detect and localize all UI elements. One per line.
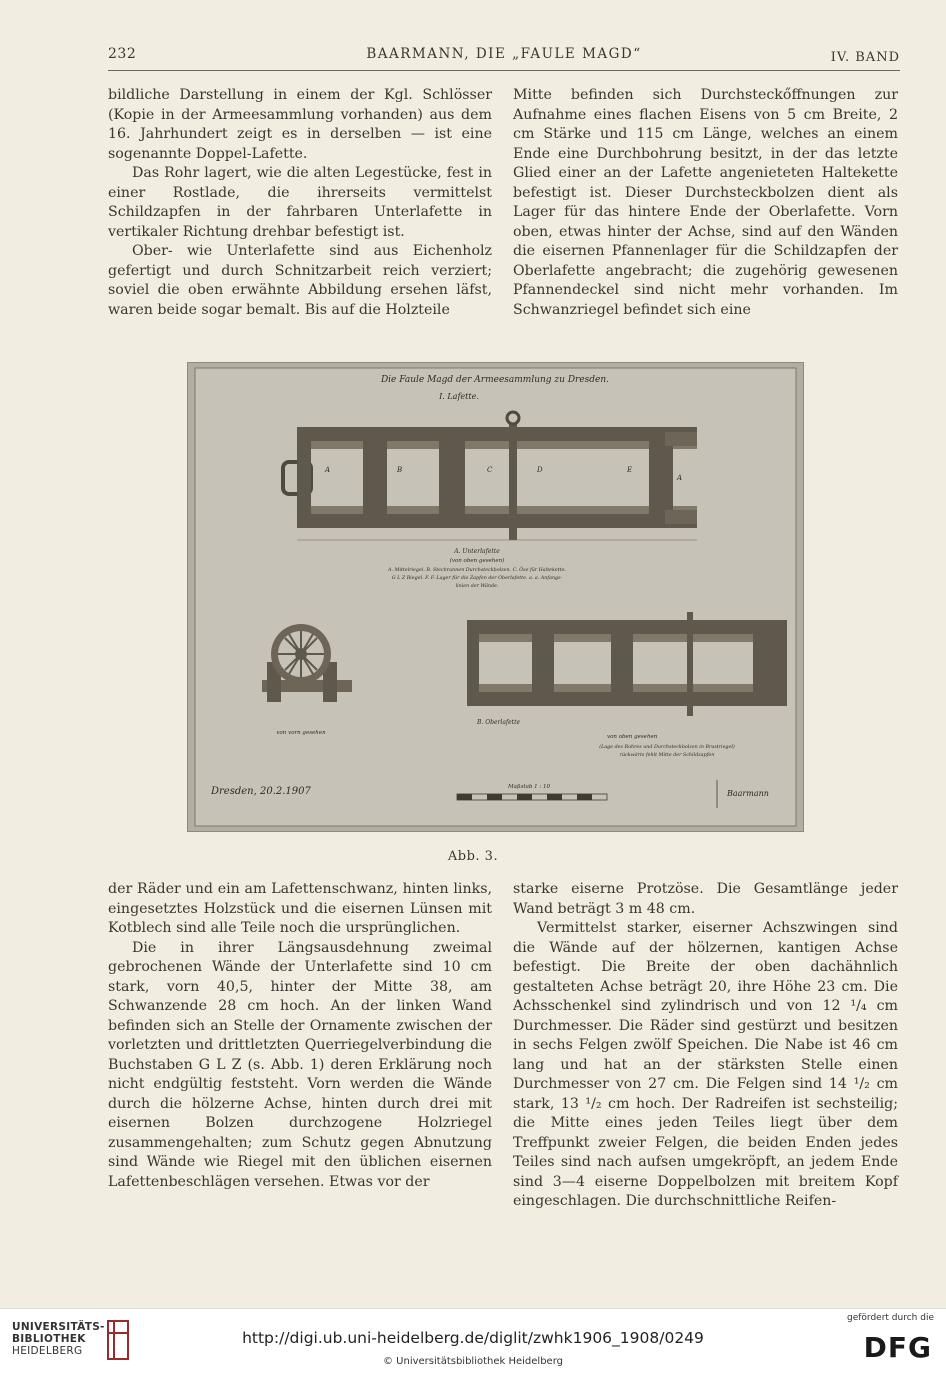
technical-drawing bbox=[187, 362, 804, 832]
oberlafette-view: von oben gesehen bbox=[607, 734, 658, 740]
left-column-top bbox=[108, 86, 492, 320]
right-column-bottom bbox=[513, 880, 898, 1212]
funded-by: gefördert durch die bbox=[847, 1313, 934, 1323]
running-title: BAARMANN, DIE „FAULE MAGD“ bbox=[366, 46, 642, 62]
right-column-top bbox=[513, 86, 898, 320]
ober-front bbox=[753, 620, 787, 706]
legend-line: A. Mittelriegel. B. Stechrunnen Durchsteckbolzen. C. Öse für Haltekette. bbox=[388, 568, 566, 573]
permalink[interactable]: http://digi.ub.uni-heidelberg.de/diglit/zwhk1906_1908/0249 bbox=[242, 1329, 704, 1347]
letter-label: D bbox=[537, 466, 543, 474]
wheel-caption: von vorn gesehen bbox=[276, 730, 326, 736]
letter-label: A bbox=[677, 474, 683, 482]
place-date: Dresden, 20.2.1907 bbox=[211, 786, 311, 797]
oberlafette-note: (Lage des Rohres und Durchsteckbolzen in Brustriegel) bbox=[599, 745, 735, 750]
oberlafette-label: B. Oberlafette bbox=[477, 719, 521, 726]
letter-label: B bbox=[397, 466, 403, 474]
library-name-line: HEIDELBERG bbox=[12, 1345, 83, 1357]
paragraph: Das Rohr lagert, wie die alten Legestücke, fest in einer Rostlade, die ihrerseits vermittelst Schildzapfen in der fahrbaren Unterlafette in vertikaler Richtung drehbar befestigt ist. bbox=[108, 165, 492, 240]
paragraph: Mitte befinden sich Durchsteckőffnungen zur Aufnahme eines flachen Eisens von 5 cm Breite, 2 cm Stärke und 115 cm Länge, welches an einem Ende eine Durchbohrung besitzt, in der das letzte Glied einer an der Lafette angenieteten Haltekette befestigt ist. Dieser Durchsteckbolzen dient als Lager für das hintere Ende der Oberlafette. Vorn oben, etwas hinter der Achse, sind auf den Wänden die eisernen Pfannenlager für die Schildzapfen der Oberlafette angebracht; die zugehörig gewesenen Pfannendeckel sind nicht mehr vorhanden. Im Schwanzriegel befindet sich eine bbox=[513, 87, 898, 318]
page-number: 232 bbox=[108, 46, 137, 62]
ober-transom bbox=[532, 620, 554, 706]
tail-transom bbox=[297, 427, 311, 528]
legend-unter: A. Unterlafette bbox=[454, 548, 500, 555]
letter-label: A bbox=[325, 466, 331, 474]
library-name-line: BIBLIOTHEK bbox=[12, 1333, 86, 1345]
transom bbox=[363, 427, 387, 528]
library-name-line: UNIVERSITÄTS- bbox=[12, 1321, 105, 1333]
letter-label: E bbox=[627, 466, 633, 474]
paragraph: Vermittelst starker, eiserner Achszwingen sind die Wände auf der hölzernen, kantigen Achse befestigt. Die Breite der oben dachähnlich gestalteten Achse beträgt 20, ihre Höhe 23 cm. Die Achsschenkel sind zylindrisch und von 12 ¹/₄ cm Durchmesser. Die Räder sind gestürzt und besitzen in sechs Felgen zwölf Speichen. Die Nabe ist 46 cm lang und hat an der stärksten Stelle einen Durchmesser von 27 cm. Die Felgen sind 14 ¹/₂ cm stark, 13 ¹/₂ cm hoch. Der Radreifen ist sechsteilig; die Mitte eines jeden Teiles liegt über dem Treffpunkt zweier Felgen, die beiden Enden jedes Teiles sind nach aufsen umgekröpft, an jedem Ende sind 3—4 eiserne Doppelbolzen mit breitem Kopf eingeschlagen. Die durchschnittliche Reifen- bbox=[513, 920, 898, 1209]
left-column-bottom bbox=[108, 880, 492, 1192]
drawing-title: Die Faule Magd der Armeesammlung zu Dresden. bbox=[380, 375, 610, 385]
ober-end bbox=[467, 620, 479, 706]
paragraph: Die in ihrer Längsausdehnung zweimal gebrochenen Wände der Unterlafette sind 10 cm stark, vorn 40,5, hinter der Mitte 38, am Schwanzende 28 cm hoch. An der linken Wand befinden sich an Stelle der Ornamente zwischen der vorletzten und drittletzten Querriegelverbindung die Buchstaben G L Z (s. Abb. 1) deren Erklärung noch nicht endgültig feststeht. Vorn werden die Wände durch die hölzerne Achse, hinten durch drei mit eisernen Bolzen durchzogene Holzriegel zusammengehalten; zum Schutz gegen Abnutzung sind Wände wie Riegel mit den üblichen eisernen Lafettenbeschlägen versehen. Etwas vor der bbox=[108, 939, 492, 1190]
figure-caption: Abb. 3. bbox=[447, 849, 499, 864]
letter-label: C bbox=[487, 466, 493, 474]
signature: Baarmann bbox=[727, 789, 769, 798]
running-header bbox=[108, 46, 900, 71]
upper-wall bbox=[297, 427, 697, 441]
paragraph: der Räder und ein am Lafettenschwanz, hinten links, eingesetztes Holzstück und die eisernen Lünsen mit Kotblech sind alle Teile noch die ursprünglichen. bbox=[108, 881, 492, 936]
copyright: © Universitätsbibliothek Heidelberg bbox=[382, 1356, 563, 1367]
transom bbox=[439, 427, 465, 528]
viewer-footer bbox=[0, 1308, 946, 1379]
ober-transom bbox=[611, 620, 633, 706]
axle-end bbox=[665, 510, 697, 524]
chain-eye bbox=[507, 412, 519, 424]
paragraph: bildliche Darstellung in einem der Kgl. Schlösser (Kopie in der Armeesammlung vorhanden) aus dem 16. Jahrhundert zeigt es in derselben — ist eine sogenannte Doppel-Lafette. bbox=[108, 87, 492, 162]
figure-plate bbox=[187, 362, 804, 832]
paragraph: Ober- wie Unterlafette sind aus Eichenholz gefertigt und durch Schnitzarbeit reich verziert; soviel die oben erwähnte Abbildung ersehen läfst, waren beide sogar bemalt. Bis auf die Holzteile bbox=[108, 243, 492, 318]
scale-label: Maßstab 1 : 10 bbox=[507, 784, 551, 790]
paragraph: starke eiserne Protzöse. Die Gesamtlänge jeder Wand beträgt 3 m 48 cm. bbox=[513, 881, 898, 917]
lower-wall bbox=[297, 514, 697, 528]
trunnion-bolt bbox=[687, 612, 693, 716]
oberlafette-note: rückwärts fehlt Mitte der Schildzapfen bbox=[619, 753, 715, 758]
legend-unter-sub: (von oben gesehen) bbox=[449, 558, 505, 564]
legend-line: G L Z Riegel. F. F. Lager für die Zapfen der Oberlafette. a. a. Anfangs- bbox=[391, 576, 563, 581]
dfg-logo[interactable]: DFG bbox=[863, 1331, 932, 1364]
volume-label: IV. BAND bbox=[830, 50, 900, 65]
center-bolt bbox=[509, 414, 517, 540]
axle-end bbox=[665, 432, 697, 446]
legend-line: linien der Wände. bbox=[455, 584, 499, 589]
section-label: I. Lafette. bbox=[439, 392, 479, 401]
